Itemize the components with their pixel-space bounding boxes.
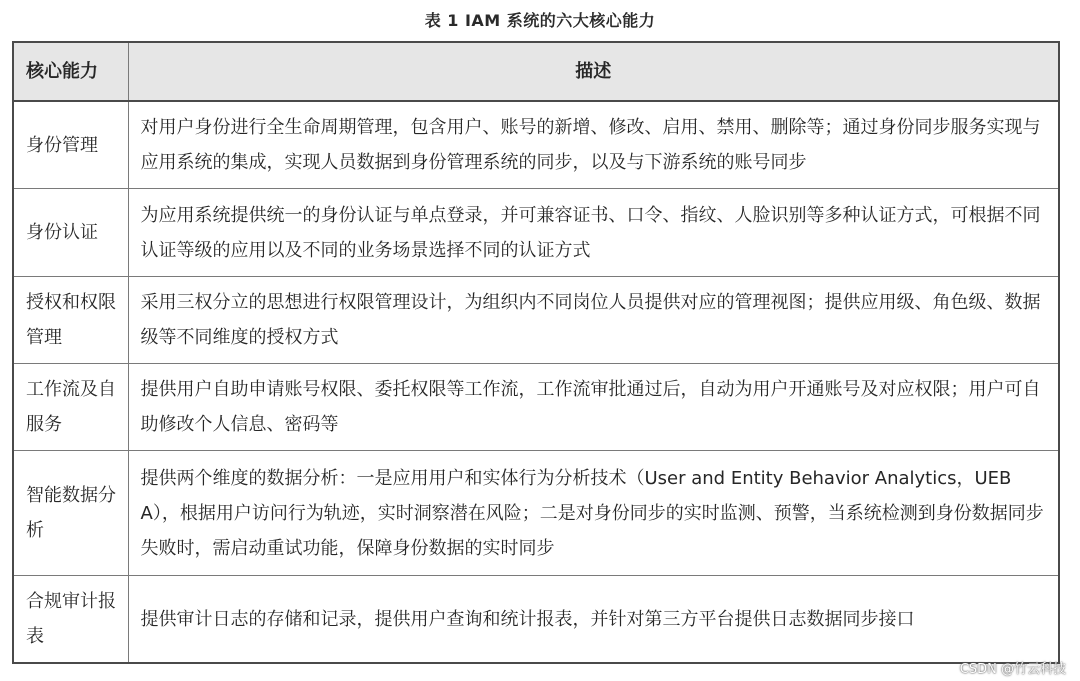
capability-description: 提供两个维度的数据分析：一是应用用户和实体行为分析技术（User and Entity Behavior Analytics，UEBA），根据用户访问行为轨迹，实时洞察潜在风险；二是对身份同步的实时监测、预警，当系统检测到身份数据同步失败时，需启动重试功能，保障身份数据的实时同步 (128, 451, 1059, 576)
capability-name: 合规审计报表 (13, 576, 128, 664)
header-description: 描述 (128, 42, 1059, 101)
capability-name: 工作流及自服务 (13, 364, 128, 451)
capability-description: 为应用系统提供统一的身份认证与单点登录，并可兼容证书、口令、指纹、人脸识别等多种认证方式，可根据不同认证等级的应用以及不同的业务场景选择不同的认证方式 (128, 189, 1059, 277)
capability-name: 身份管理 (13, 101, 128, 189)
table-row (13, 277, 1059, 364)
table-header-row (13, 42, 1059, 101)
capability-name: 身份认证 (13, 189, 128, 277)
header-capability: 核心能力 (13, 42, 128, 101)
capability-name: 授权和权限管理 (13, 277, 128, 364)
capability-name: 智能数据分析 (13, 451, 128, 576)
capability-description: 对用户身份进行全生命周期管理，包含用户、账号的新增、修改、启用、禁用、删除等；通过身份同步服务实现与应用系统的集成，实现人员数据到身份管理系统的同步，以及与下游系统的账号同步 (128, 101, 1059, 189)
table-caption: 表 1 IAM 系统的六大核心能力 (424, 11, 656, 30)
table-row (13, 451, 1059, 576)
table-row (13, 364, 1059, 451)
capabilities-table (12, 41, 1060, 664)
watermark: CSDN @竹云科技 (959, 662, 1066, 677)
capability-description: 采用三权分立的思想进行权限管理设计，为组织内不同岗位人员提供对应的管理视图；提供应用级、角色级、数据级等不同维度的授权方式 (128, 277, 1059, 364)
capability-description: 提供用户自助申请账号权限、委托权限等工作流，工作流审批通过后，自动为用户开通账号及对应权限；用户可自助修改个人信息、密码等 (128, 364, 1059, 451)
table-row (13, 189, 1059, 277)
table-row (13, 576, 1059, 664)
table-row (13, 101, 1059, 189)
capability-description: 提供审计日志的存储和记录，提供用户查询和统计报表，并针对第三方平台提供日志数据同步接口 (128, 576, 1059, 664)
